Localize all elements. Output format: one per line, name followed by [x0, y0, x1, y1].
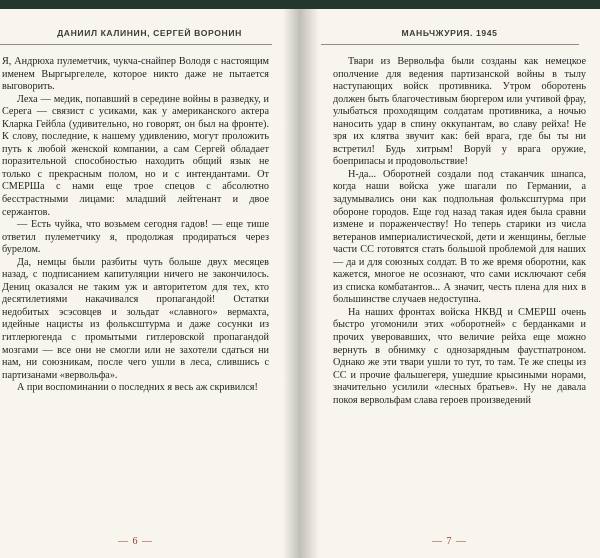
left-body-text — [0, 56, 299, 395]
paragraph: Леха — медик, попавший в середине войны в разведку, и Серега — связист с усиками, как у американского актера Кларка Гейбла (удивительно, но говорят, он был на фронте). К слову, последние, к нашему удивлению, могут проложить путь к любой женской компании, а сам Сергей обладает поразительной способностью находить общий язык не только с прекрасным полом, но и с интендантами. От СМЕРШа с нами еще трое спецов с абсолютно бесстрастными лицами: младший лейтенант и двое сержантов. — [2, 93, 269, 218]
paragraph: Я, Андрюха пулеметчик, чукча-снайпер Володя с настоящим именем Выргыргелеле, которое никто даже не пытается выговорить. — [2, 56, 269, 93]
left-header-rule — [0, 44, 272, 45]
right-page — [299, 9, 600, 558]
paragraph: На наших фронтах войска НКВД и СМЕРШ очень быстро угомонили этих «оборотней» с берданками и прочих уверовавших, что величие рейха еще можно вернуть в обнимку с однозарядным фаустпатроном. Однако же эти твари ушли то тут, то там. Те же спецы из СС и прочие фальшегеря, ушедшие крысиными норами, значительно усилили «лесных братьев». Ну не давала покоя вервольфам слава героев произведений — [333, 306, 586, 406]
paragraph: Твари из Вервольфа были созданы как немецкое ополчение для ведения партизанской войны в тылу наступающих войск противника. Утром оборотень должен быть благочестивым бюргером или учтивой фрау, улыбаться проходящим солдатам противника, а ночью наносить удар в спину оккупантам, во славу рейха! Не зря их клятва звучит как: бей врага, где бы ты ни встретил! Будь хитрым! Воруй у врага оружие, боеприпасы и продовольствие! — [333, 56, 586, 168]
right-running-head: МАНЬЧЖУРИЯ. 1945 — [401, 28, 498, 38]
paragraph: Н-да... Оборотней создали под стаканчик шнапса, когда наши войска уже шагали по Германии, а задумывались они как подпольная фольксштурма при обороне городов. Еще год назад такая идея была сравни измене и пораженчеству! Но теперь старики из числа ветеранов империалистической, дети и женщины, беглые части СС готовятся стать большой проблемой для наших — да и для союзных солдат. В то же время оборотни, как кажется, многое не осознают, что сами исключают себя из списка комбатантов... А значит, честь плена для них в большинстве случаев недоступна. — [333, 168, 586, 306]
left-page-number: — 6 — — [118, 536, 153, 547]
left-page — [0, 9, 299, 558]
paragraph: Да, немцы были разбиты чуть больше двух месяцев назад, с подписанием капитуляции ничего не закончилось. Дениц оказался не таким уж и авторитетом для тех, кто десятилетиями накачивался пропагандой! Остатки недобитых эсэсовцев и зольдат «славного» вермахта, идейные нацисты из фольксштурма и даже сосунки из гитлерюгенда с промытыми гитлеровской пропагандой мозгами — все они не смогли или не захотели сдаться ни нам, ни союзникам, после чего ушли в леса, слившись с партизанами «вервольфа». — [2, 256, 269, 381]
left-running-head: ДАНИИЛ КАЛИНИН, СЕРГЕЙ ВОРОНИН — [57, 28, 242, 38]
right-header-rule — [321, 44, 579, 45]
book-spread — [0, 9, 600, 558]
right-body-text — [299, 56, 600, 407]
right-page-number: — 7 — — [432, 536, 467, 547]
paragraph: А при воспоминании о последних я весь аж скривился! — [17, 382, 258, 394]
paragraph: — Есть чуйка, что возьмем сегодня гадов! — еще тише ответил пулеметчику я, продолжая продираться через бурелом. — [2, 219, 269, 256]
